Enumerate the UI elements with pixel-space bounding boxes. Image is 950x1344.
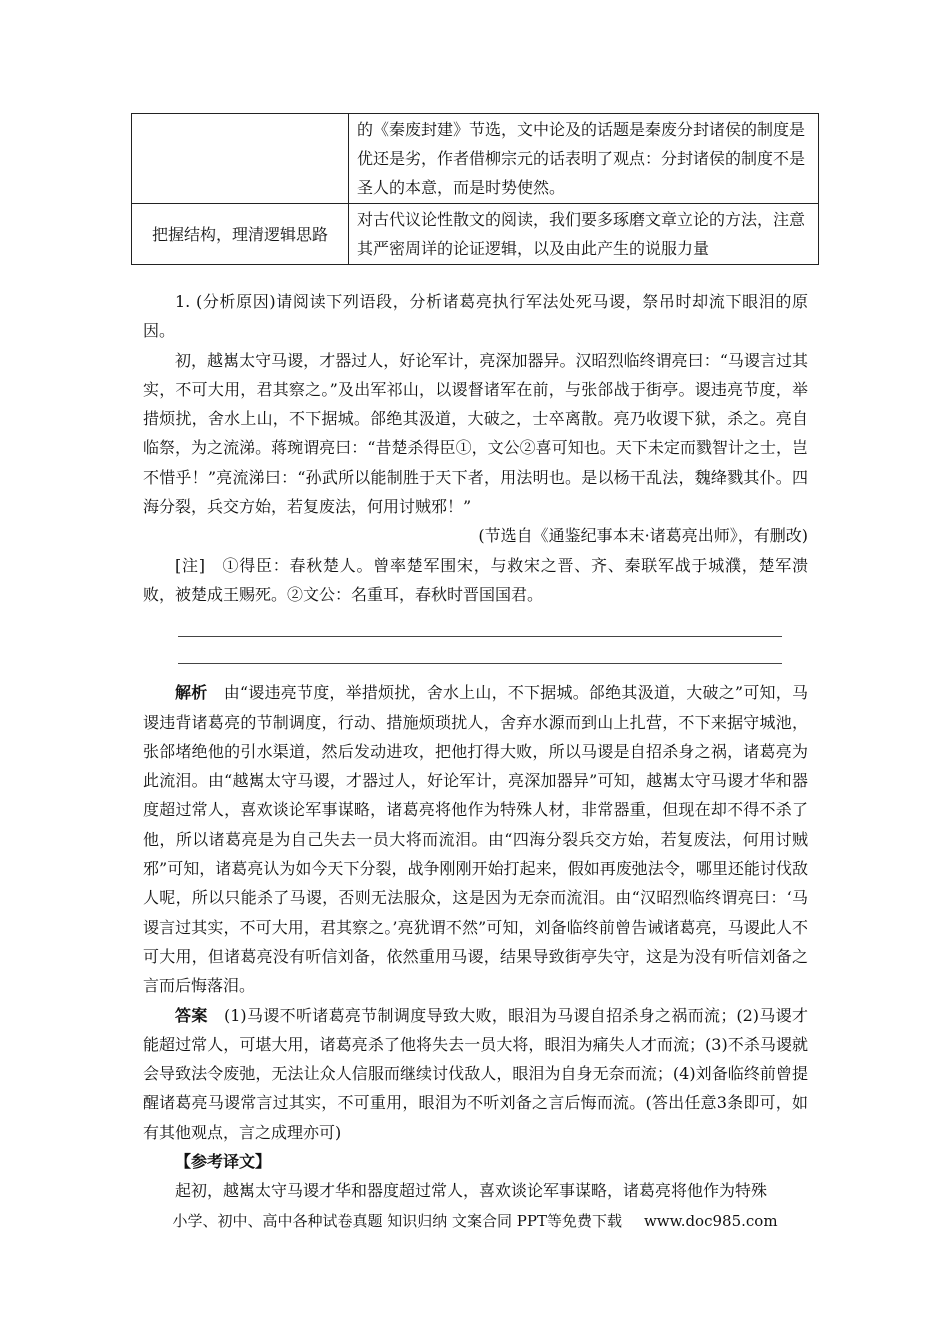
passage-source: (节选自《通鉴纪事本末·诸葛亮出师》，有删改): [478, 526, 808, 546]
summary-table: [131, 113, 819, 265]
analysis-text: 由“谡违亮节度，举措烦扰，舍水上山，不下据城。郃绝其汲道，大破之”可知，马谡违背诸葛亮的节制调度，行动、措施烦琐扰人，舍弃水源而到山上扎营，不下来据守城池，张郃堵绝他的引水渠道，然后发动进攻，把他打得大败，所以马谡是自招杀身之祸，诸葛亮为此流泪。由“越嶲太守马谡，才器过人，好论军计，亮深加器异”可知，越嶲太守马谡才华和器度超过常人，喜欢谈论军事谋略，诸葛亮将他作为特殊人材，非常器重，但现在却不得不杀了他，所以诸葛亮是为自己失去一员大将而流泪。由“四海分裂兵交方始，若复废法，何用讨贼邪”可知，诸葛亮认为如今天下分裂，战争刚刚开始打起来，假如再废弛法令，哪里还能讨伐敌人呢，所以只能杀了马谡，否则无法服众，这是因为无奈而流泪。由“汉昭烈临终谓亮曰：‘马谡言过其实，不可大用，君其察之。’亮犹谓不然”可知，刘备临终前曾告诫诸葛亮，马谡此人不可大用，但诸葛亮没有听信刘备，依然重用马谡，结果导致街亭失守，这是为没有听信刘备之言而后悔落泪。: [143, 683, 808, 996]
table-row: [132, 114, 819, 204]
question-prompt-text: (分析原因)请阅读下列语段，分析诸葛亮执行军法处死马谡，祭吊时却流下眼泪的原因。: [143, 292, 808, 341]
answer-blank-line: [178, 663, 782, 664]
analysis-paragraph: [143, 678, 808, 1000]
answer-label: 答案: [175, 1005, 208, 1025]
answer-text: (1)马谡不听诸葛亮节制调度导致大败，眼泪为马谡自招杀身之祸而流；(2)马谡才能超过常人，可堪大用，诸葛亮杀了他将失去一员大将，眼泪为痛失人才而流；(3)不杀马谡就会导致法令废弛，无法让众人信服而继续讨伐敌人，眼泪为自身无奈而流；(4)刘备临终前曾提醒诸葛亮马谡常言过其实，不可重用，眼泪为不听刘备之言后悔而流。(答出任意3条即可，如有其他观点，言之成理亦可): [143, 1005, 808, 1142]
question-number: 1.: [175, 292, 191, 311]
table-cell-topic: 把握结构，理清逻辑思路: [132, 204, 349, 265]
question-prompt: [143, 287, 808, 346]
table-cell-content: 对古代议论性散文的阅读，我们要多琢磨文章立论的方法，注意其严密周详的论证逻辑，以及由此产生的说服力量: [349, 204, 819, 265]
answer-blank-line: [178, 636, 782, 637]
analysis-label: 解析: [175, 683, 208, 703]
page-footer: [0, 1210, 950, 1231]
footer-text: 小学、初中、高中各种试卷真题 知识归纳 文案合同 PPT等免费下载: [172, 1212, 622, 1230]
table-row: [132, 204, 819, 265]
answer-paragraph: [143, 1001, 808, 1147]
translation-text: 起初，越嶲太守马谡才华和器度超过常人，喜欢谈论军事谋略，诸葛亮将他作为特殊: [175, 1181, 768, 1201]
table-cell-content: 的《秦废封建》节选，文中论及的话题是秦废分封诸侯的制度是优还是劣，作者借柳宗元的话表明了观点：分封诸侯的制度不是圣人的本意，而是时势使然。: [349, 114, 819, 204]
classical-passage: 初，越嶲太守马谡，才器过人，好论军计，亮深加器异。汉昭烈临终谓亮曰：“马谡言过其实，不可大用，君其察之。”及出军祁山，以谡督诸军在前，与张郃战于街亭。谡违亮节度，举措烦扰，舍水上山，不下据城。郃绝其汲道，大破之，士卒离散。亮乃收谡下狱，杀之。亮自临祭，为之流涕。蒋琬谓亮曰：“昔楚杀得臣①，文公②喜可知也。天下未定而戮智计之士，岂不惜乎！”亮流涕曰：“孙武所以能制胜于天下者，用法明也。是以杨干乱法，魏绛戮其仆。四海分裂，兵交方始，若复废法，何用讨贼邪！”: [143, 350, 808, 517]
translation-heading: 【参考译文】: [175, 1152, 272, 1172]
passage-note: [注] ①得臣：春秋楚人。曾率楚军围宋，与救宋之晋、齐、秦联军战于城濮，楚军溃败，被楚成王赐死。②文公：名重耳，春秋时晋国国君。: [143, 555, 808, 604]
body-text: [143, 287, 808, 1206]
table-cell-topic: [132, 114, 349, 204]
footer-url[interactable]: www.doc985.com: [643, 1212, 778, 1230]
